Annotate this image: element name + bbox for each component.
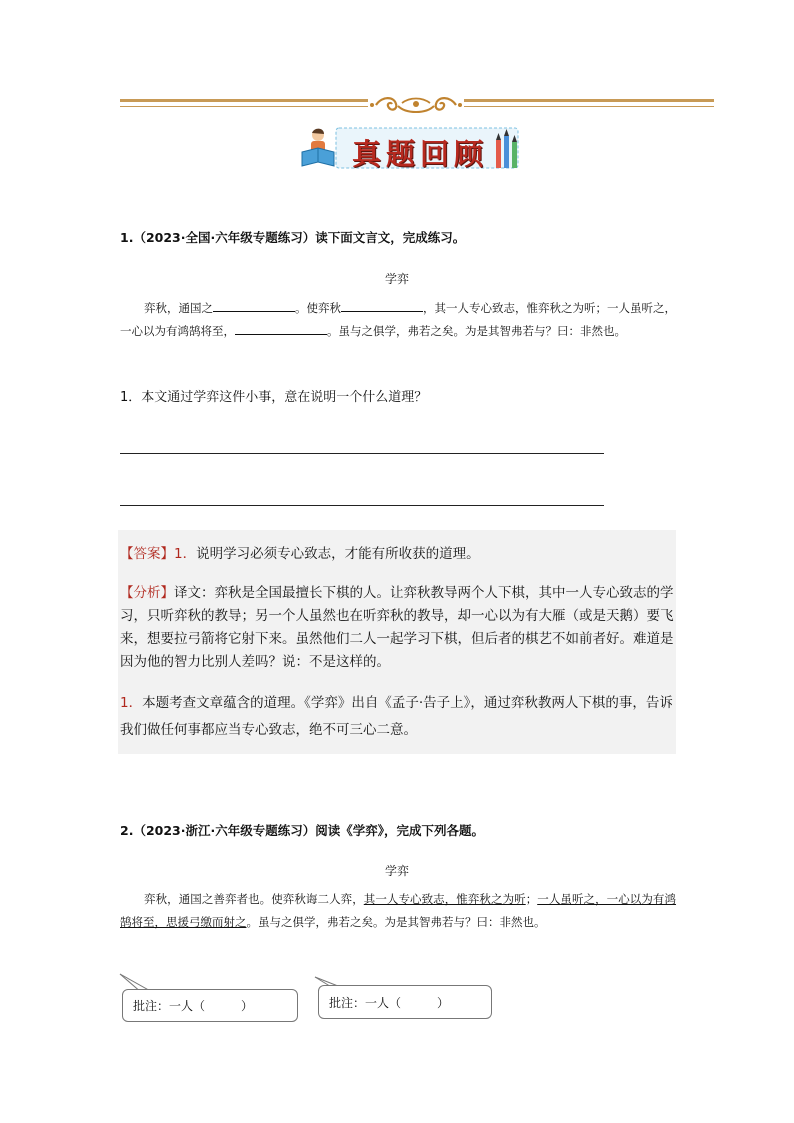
fill-blank-1[interactable] xyxy=(213,299,295,312)
question-1-prompt: 1．本文通过学弈这件小事，意在说明一个什么道理？ xyxy=(120,390,428,405)
passage-2-title: 学弈 xyxy=(384,864,409,878)
banner-title: 真题回顾 xyxy=(352,137,489,171)
question-2-title: 2.（2023·浙江·六年级专题练习）阅读《学弈》，完成下列各题。 xyxy=(120,823,484,838)
scroll-ornament-icon xyxy=(368,94,464,116)
annotation-box-2[interactable]: 批注：一人（ ） xyxy=(318,985,492,1019)
analysis-explanation: 1．本题考查文章蕴含的道理。《学弈》出自《孟子·告子上》，通过弈秋教两人下棋的事，告诉我们做任何事都应当专心致志，绝不可三心二意。 xyxy=(120,695,673,738)
underlined-sentence-2: 一人虽听之，一心以为有鸿鹄将至，思援弓缴而射之 xyxy=(120,892,677,929)
answer-paragraph: 【答案】1．说明学习必须专心致志，才能有所收获的道理。 xyxy=(120,546,480,562)
underlined-sentence-1: 其一人专心致志，惟弈秋之为听 xyxy=(363,892,526,906)
student-reading-icon xyxy=(302,129,334,166)
passage-1-text: 弈秋，通国之 。使弈秋 ，其一人专心致志，惟弈秋之为听；一人虽听之，一心以为有鸿鹄将至， 。虽与之俱学，弗若之矣。为是其智弗若与？曰：非然也。 xyxy=(120,301,676,338)
analysis-paragraph: 【分析】译文：弈秋是全国最擅长下棋的人。让弈秋教导两个人下棋，其中一人专心致志的学习，只听弈秋的教导；另一个人虽然也在听弈秋的教导，却一心以为有大雁（或是天鹅）要飞来，想要拉弓箭将它射下来。虽然他们二人一起学习下棋，但后者的棋艺不如前者好。难道是因为他的智力比别人差吗？说：不是这样的。 xyxy=(120,585,674,670)
fill-blank-2[interactable] xyxy=(341,299,423,312)
answer-tag: 【答案】 xyxy=(120,546,174,562)
passage-1-title: 学弈 xyxy=(384,272,409,286)
answer-line-1[interactable] xyxy=(120,453,604,454)
fill-blank-3[interactable] xyxy=(235,322,327,335)
passage-2-text: 弈秋，通国之善弈者也。使弈秋诲二人弈，其一人专心致志，惟弈秋之为听；一人虽听之，一心以为有鸿鹄将至，思援弓缴而射之。虽与之俱学，弗若之矣。为是其智弗若与？曰：非然也。 xyxy=(120,892,677,929)
answer-line-2[interactable] xyxy=(120,505,604,506)
question-1-title: 1.（2023·全国·六年级专题练习）读下面文言文，完成练习。 xyxy=(120,230,466,245)
annotation-box-1[interactable]: 批注：一人（ ） xyxy=(122,989,298,1022)
analysis-tag: 【分析】 xyxy=(120,585,174,601)
